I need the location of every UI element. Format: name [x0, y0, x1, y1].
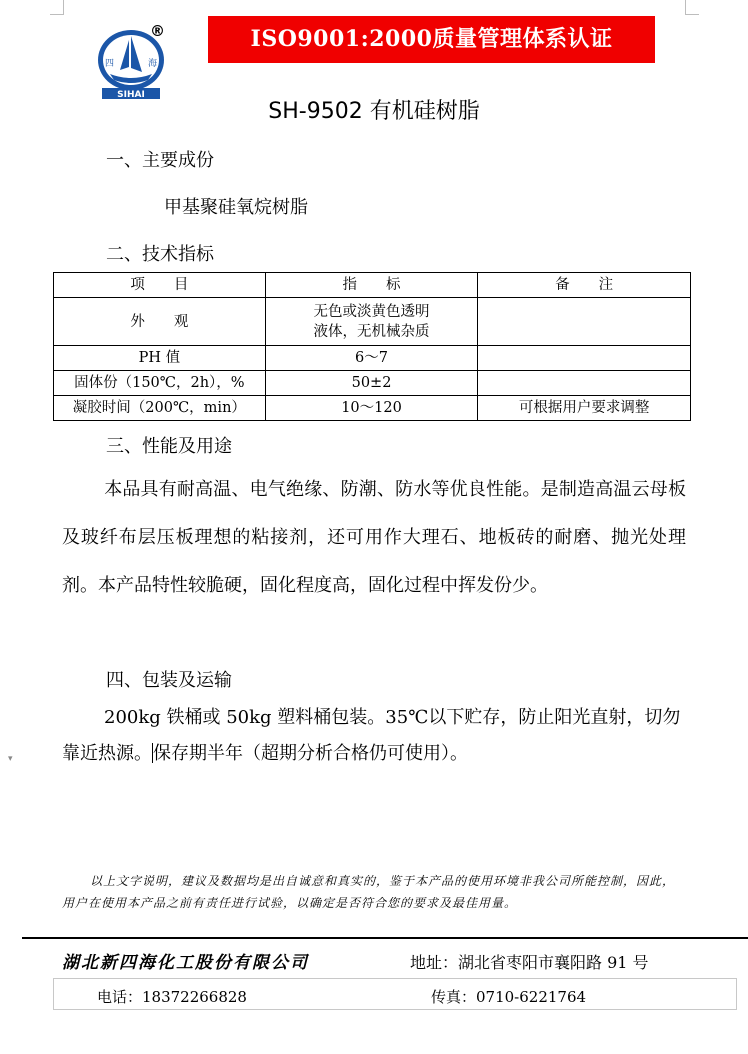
disclaimer — [62, 870, 684, 914]
table-cell-note — [478, 298, 691, 346]
table-cell-value: 6～7 — [265, 346, 478, 371]
table-header: 项 目 — [54, 273, 266, 298]
section-4-heading: 四、包装及运输 — [106, 670, 232, 691]
section-4-text-2: 保存期半年（超期分析合格仍可使用）。 — [153, 743, 468, 764]
table-header: 备 注 — [478, 273, 691, 298]
page-title: SH-9502 有机硅树脂 — [268, 99, 480, 124]
table-header-row — [54, 273, 691, 298]
crop-mark — [50, 14, 64, 15]
table-row — [54, 298, 691, 346]
footer-divider — [22, 937, 748, 939]
company-fax: 传真：0710-6221764 — [431, 988, 587, 1006]
section-3-body — [62, 466, 686, 610]
logo-left-char: 四 — [105, 59, 115, 69]
table-cell-item: PH 值 — [54, 346, 266, 371]
table-row — [54, 396, 691, 421]
registered-mark: ® — [150, 22, 165, 40]
company-phone: 电话：18372266828 — [97, 988, 247, 1006]
table-cell-item: 凝胶时间（200℃，min） — [54, 396, 266, 421]
table-cell-note — [478, 371, 691, 396]
table-cell-item: 外 观 — [54, 298, 266, 346]
disclaimer-text: 以上文字说明，建议及数据均是出自诚意和真实的，鉴于本产品的使用环境非我公司所能控制，因此，用户在使用本产品之前有责任进行试验，以确定是否符合您的要求及最佳用量。 — [62, 874, 676, 910]
crop-mark — [685, 14, 699, 15]
company-address: 地址：湖北省枣阳市襄阳路 91 号 — [410, 953, 649, 972]
table-row — [54, 346, 691, 371]
section-3-text: 本品具有耐高温、电气绝缘、防潮、防水等优良性能。是制造高温云母板及玻纤布层压板理想的粘接剂，还可用作大理石、地板砖的耐磨、抛光处理剂。本产品特性较脆硬，固化程度高，固化过程中挥发份少。 — [62, 479, 686, 596]
iso-banner: ISO9001:2000质量管理体系认证 — [208, 16, 655, 63]
section-2-heading: 二、技术指标 — [106, 244, 214, 265]
table-row — [54, 371, 691, 396]
logo-bottom-text: SIHAI — [117, 90, 145, 100]
section-4-text: 200kg 铁桶或 50kg 塑料桶包装。35℃以下贮存，防止阳光直射，切勿靠近热源。 — [62, 707, 681, 764]
section-1-heading: 一、主要成份 — [106, 150, 214, 171]
logo-right-char: 海 — [148, 59, 158, 69]
table-header: 指 标 — [265, 273, 478, 298]
table-cell-value-line: 液体，无机械杂质 — [313, 323, 430, 340]
spec-table — [53, 272, 691, 421]
table-cell-note: 可根据用户要求调整 — [478, 396, 691, 421]
table-cell-value: 10～120 — [265, 396, 478, 421]
crop-mark — [685, 0, 686, 14]
table-cell-value: 50±2 — [265, 371, 478, 396]
table-cell-item: 固体份（150℃，2h），% — [54, 371, 266, 396]
table-cell-note — [478, 346, 691, 371]
crop-mark — [63, 0, 64, 14]
section-1-body: 甲基聚硅氧烷树脂 — [164, 197, 308, 218]
section-4-body — [62, 700, 686, 772]
table-cell-value — [265, 298, 478, 346]
collapse-marker-icon[interactable]: ▾ — [8, 754, 13, 764]
section-3-heading: 三、性能及用途 — [106, 436, 232, 457]
table-cell-value-line: 无色或淡黄色透明 — [313, 303, 430, 320]
company-name: 湖北新四海化工股份有限公司 — [62, 953, 309, 973]
